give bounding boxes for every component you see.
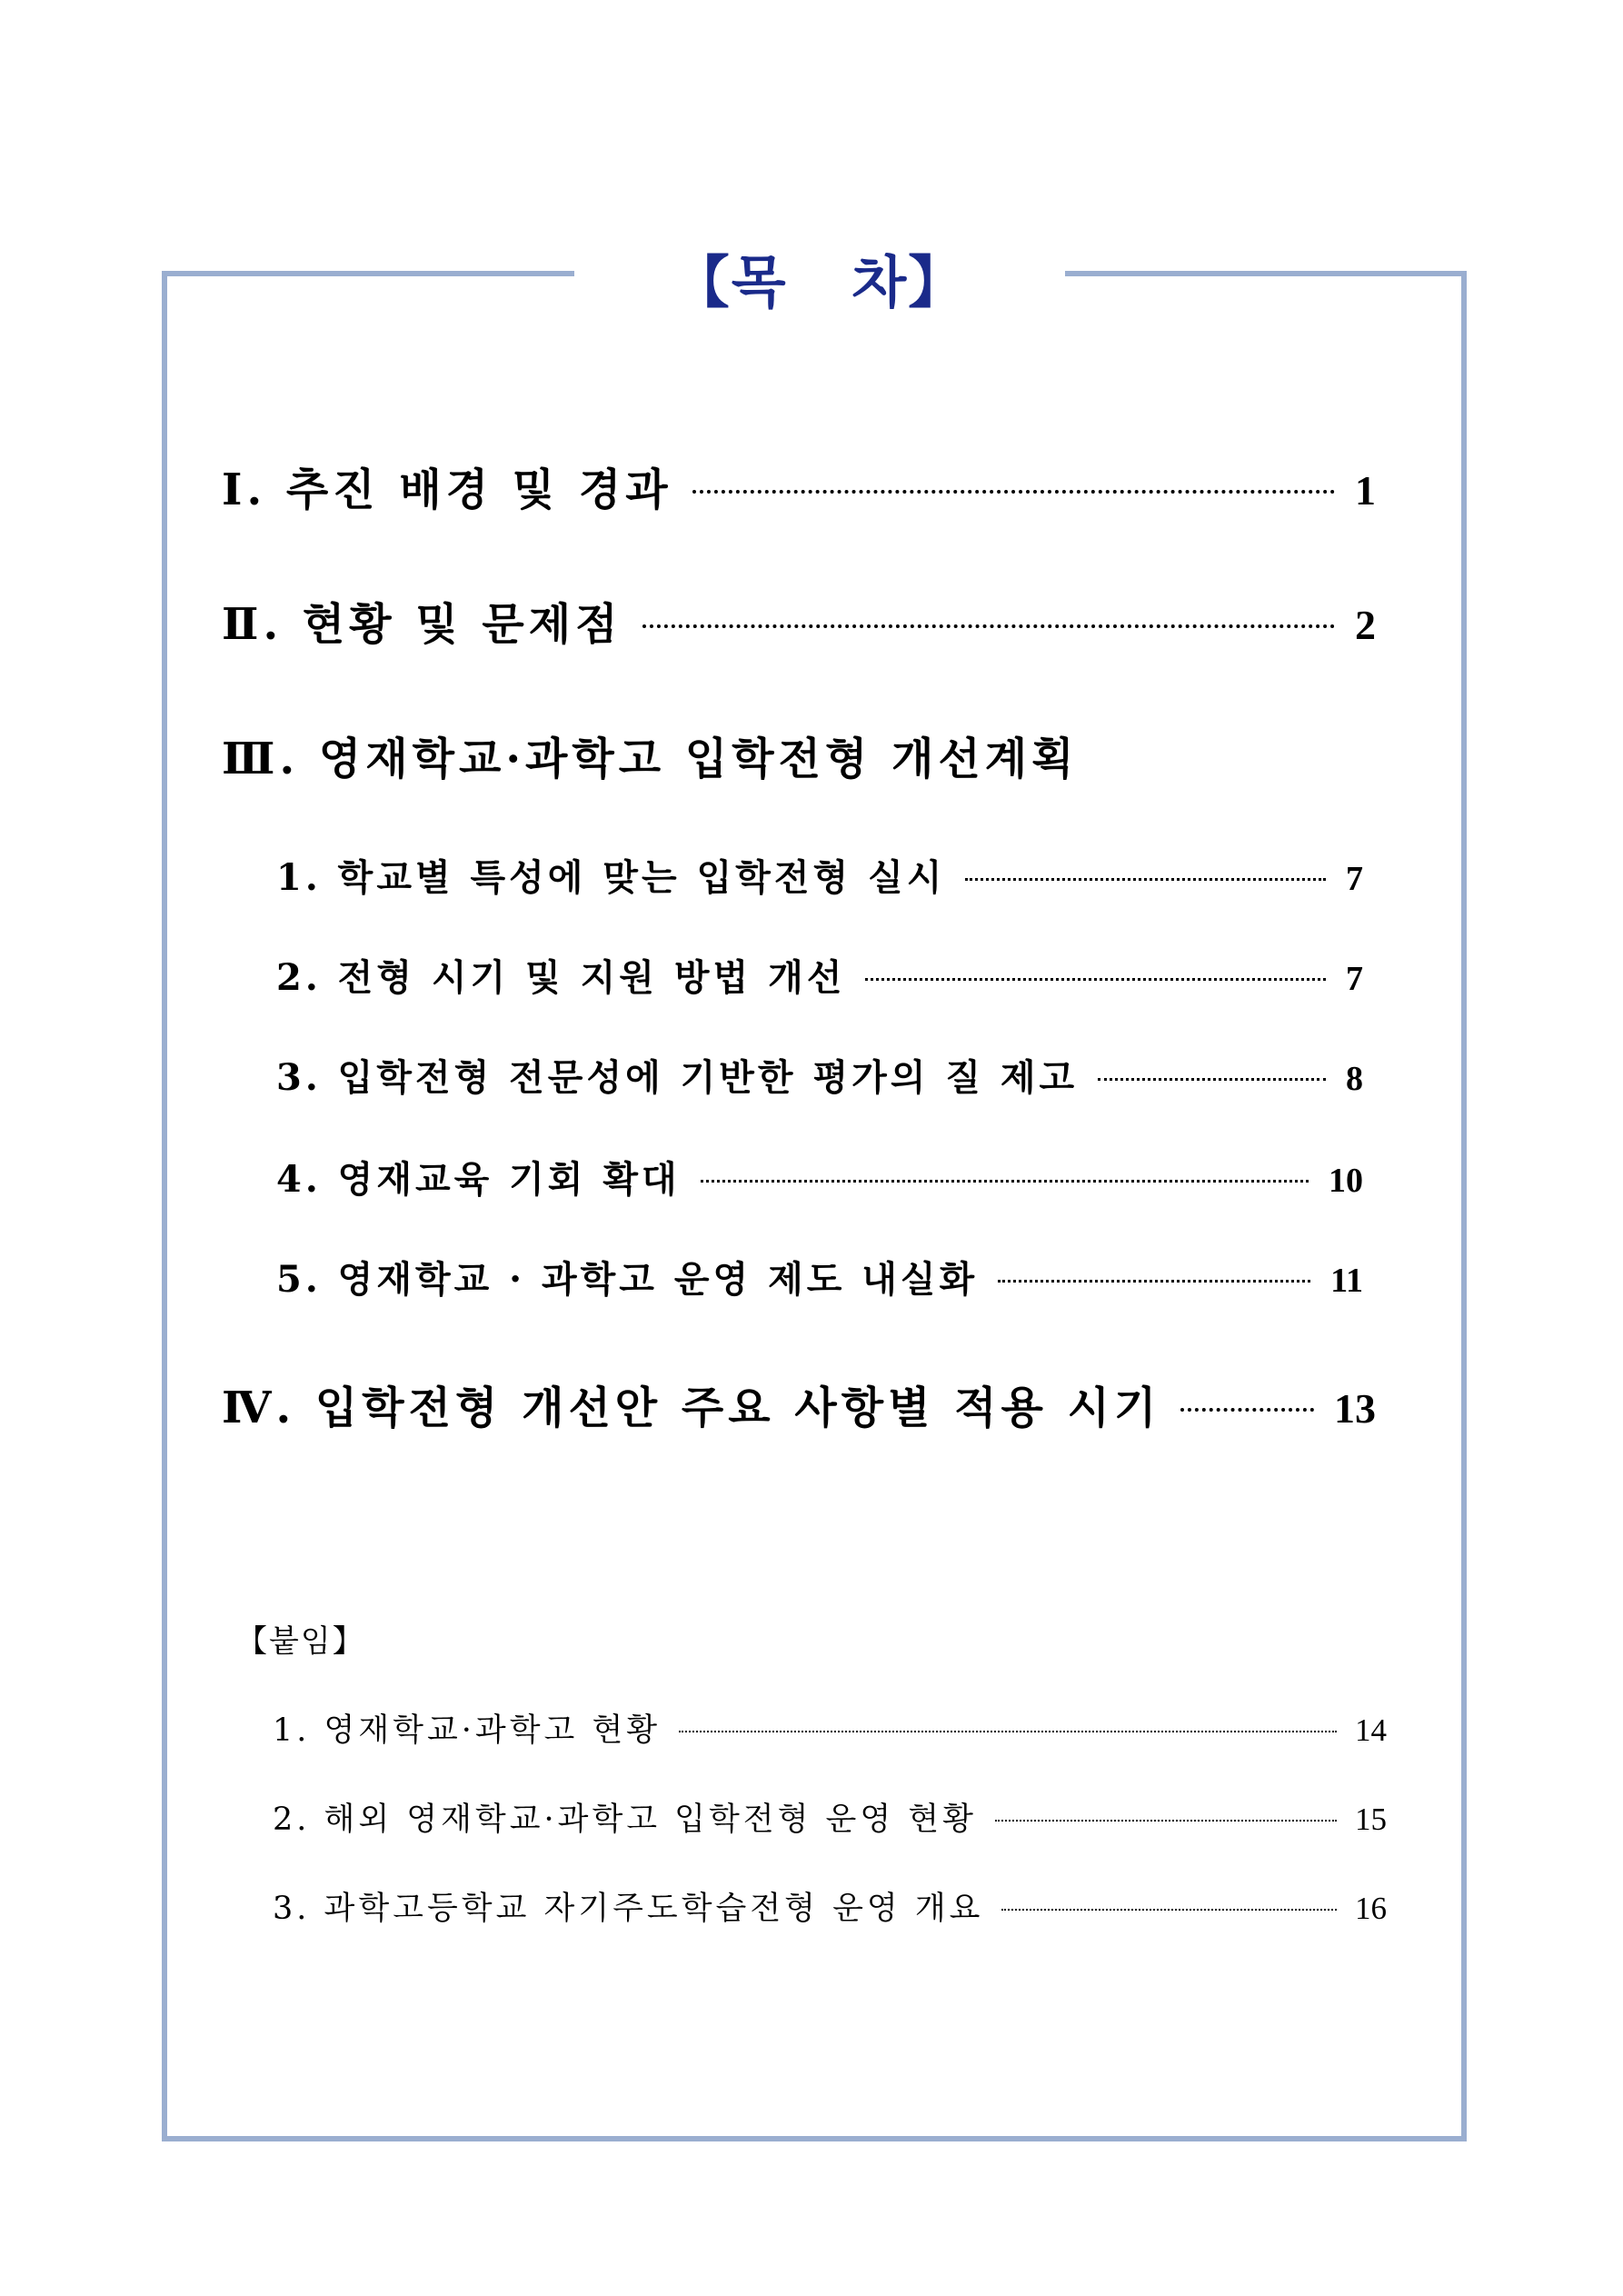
toc-subsection-2[interactable] bbox=[276, 949, 1363, 1000]
toc-section-label: Ⅳ. 입학전형 개선안 주요 사항별 적용 시기 bbox=[222, 1383, 1161, 1433]
toc-section-label: Ⅰ. 추진 배경 및 경과 bbox=[222, 464, 672, 515]
toc-page-number: 11 bbox=[1330, 1262, 1363, 1300]
appendix-item-label: 1. 영재학교·과학고 현황 bbox=[273, 1712, 662, 1749]
appendix-heading: 【붙임】 bbox=[236, 1623, 365, 1660]
dot-leader bbox=[642, 624, 1335, 628]
page-title: 【목 차】 bbox=[672, 248, 967, 315]
toc-frame bbox=[162, 271, 1467, 2141]
toc-section-2[interactable] bbox=[222, 589, 1376, 650]
appendix-item-1[interactable] bbox=[273, 1705, 1387, 1751]
dot-leader bbox=[995, 1820, 1337, 1822]
toc-section-label: Ⅲ. 영재학교·과학고 입학전형 개선계획 bbox=[222, 734, 1079, 784]
toc-section-label: Ⅱ. 현황 및 문제점 bbox=[222, 599, 622, 650]
toc-section-1[interactable] bbox=[222, 454, 1376, 513]
dot-leader bbox=[692, 490, 1335, 494]
title-container bbox=[574, 227, 1065, 327]
appendix-item-2[interactable] bbox=[273, 1794, 1387, 1840]
toc-page-number: 8 bbox=[1346, 1060, 1363, 1098]
toc-section-4[interactable] bbox=[222, 1373, 1376, 1431]
toc-page-number: 7 bbox=[1346, 960, 1363, 998]
appendix-page-number: 16 bbox=[1355, 1891, 1387, 1926]
dot-leader bbox=[998, 1280, 1310, 1283]
appendix-page-number: 14 bbox=[1355, 1712, 1387, 1748]
dot-leader bbox=[965, 878, 1326, 881]
toc-subsection-label: 3. 입학전형 전문성에 기반한 평가의 질 제고 bbox=[276, 1056, 1079, 1099]
dot-leader bbox=[1180, 1408, 1314, 1412]
toc-subsection-label: 1. 학교별 특성에 맞는 입학전형 실시 bbox=[276, 856, 946, 899]
appendix-page-number: 15 bbox=[1355, 1802, 1387, 1837]
dot-leader bbox=[865, 978, 1326, 981]
dot-leader bbox=[701, 1180, 1309, 1183]
appendix-item-3[interactable] bbox=[273, 1883, 1387, 1929]
toc-subsection-label: 2. 전형 시기 및 지원 방법 개선 bbox=[276, 956, 846, 999]
toc-page-number: 7 bbox=[1346, 860, 1363, 898]
toc-subsection-label: 4. 영재교육 기회 확대 bbox=[276, 1158, 681, 1201]
toc-page-number: 1 bbox=[1355, 467, 1376, 514]
toc-section-3[interactable] bbox=[222, 724, 1376, 782]
toc-subsection-label: 5. 영재학교 · 과학고 운영 제도 내실화 bbox=[276, 1258, 979, 1301]
toc-subsection-3[interactable] bbox=[276, 1049, 1363, 1100]
toc-page-number: 2 bbox=[1355, 602, 1376, 648]
dot-leader bbox=[679, 1731, 1337, 1732]
appendix-item-label: 3. 과학고등학교 자기주도학습전형 운영 개요 bbox=[273, 1891, 984, 1927]
appendix-item-label: 2. 해외 영재학교·과학고 입학전형 운영 현황 bbox=[273, 1802, 977, 1838]
toc-subsection-5[interactable] bbox=[276, 1251, 1363, 1302]
dot-leader bbox=[1098, 1078, 1326, 1081]
toc-page-number: 13 bbox=[1334, 1385, 1376, 1432]
dot-leader bbox=[1001, 1909, 1337, 1911]
toc-subsection-4[interactable] bbox=[276, 1151, 1363, 1202]
toc-subsection-1[interactable] bbox=[276, 849, 1363, 900]
toc-page-number: 10 bbox=[1329, 1162, 1363, 1200]
